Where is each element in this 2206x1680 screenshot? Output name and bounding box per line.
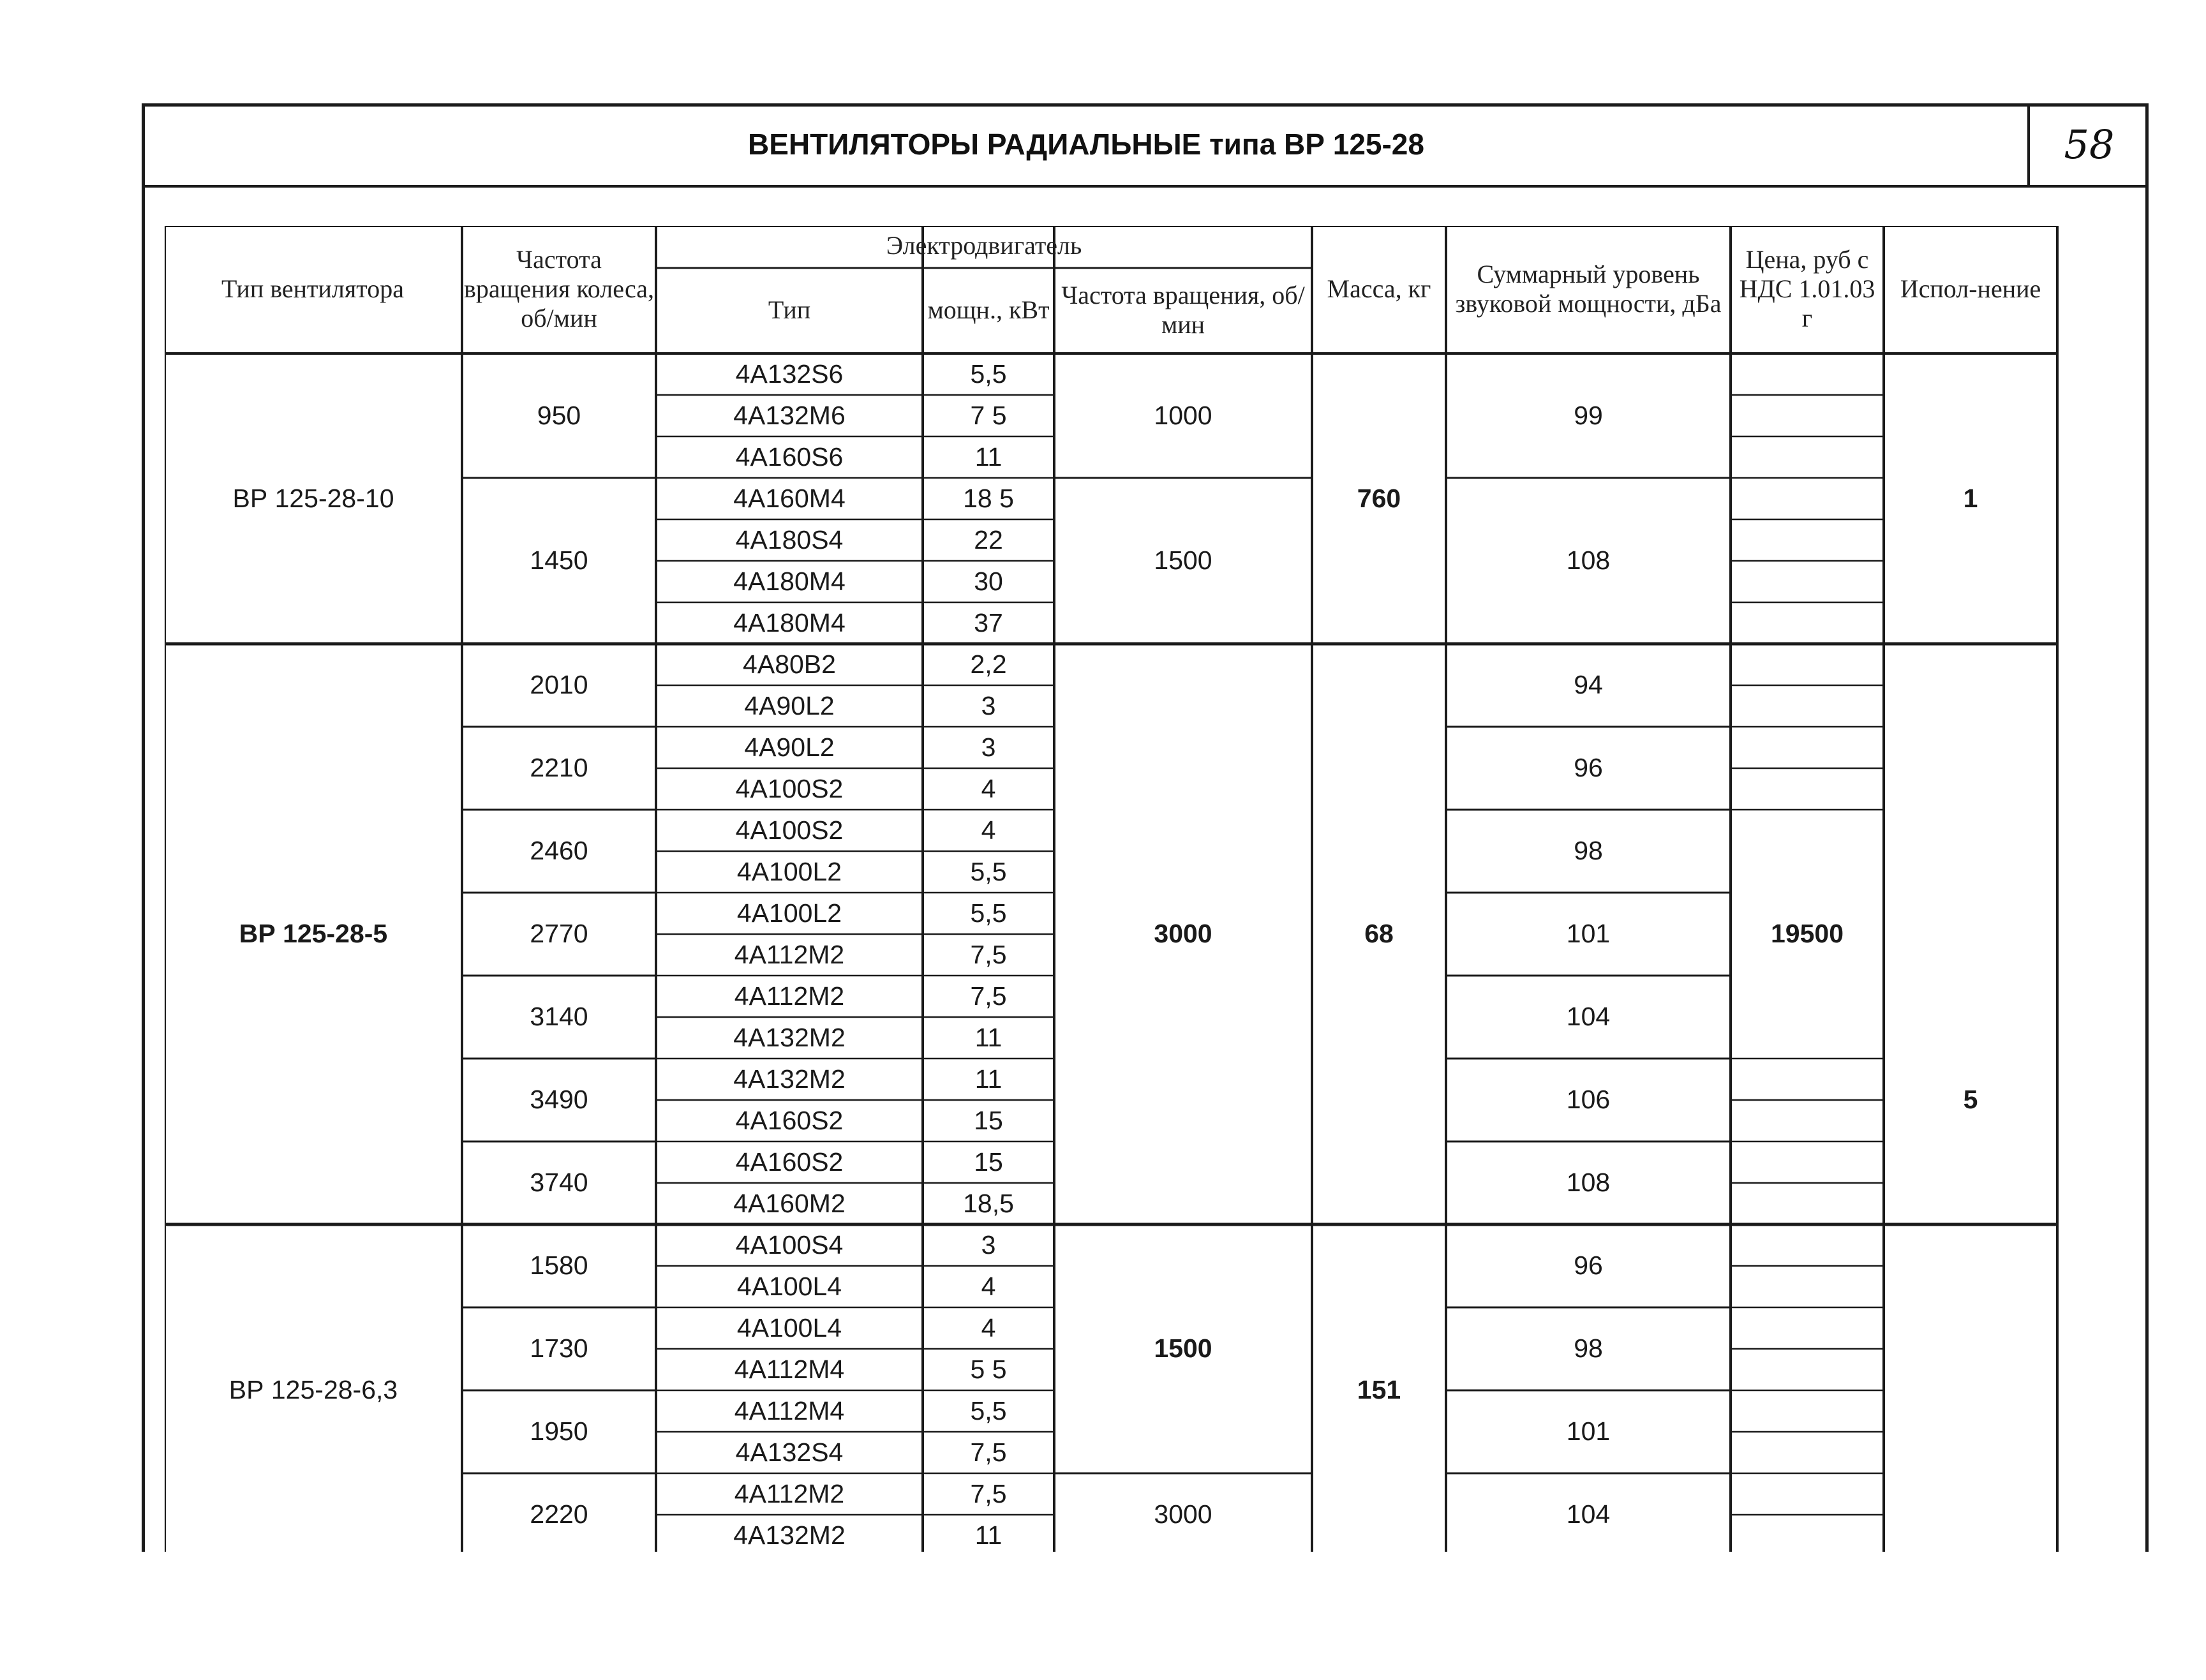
noise-level-cell: 104 [1566,1499,1611,1529]
motor-type-cell: 4A132M2 [733,1520,846,1550]
motor-power-cell: 2,2 [970,649,1007,679]
motor-power-cell: 5,5 [970,898,1007,928]
noise-level-cell: 99 [1574,400,1603,430]
motor-type-cell: 4A100L2 [736,898,842,928]
wheel-speed-cell: 950 [537,400,581,430]
fan-type-cell: ВР 125-28-6,3 [228,1375,398,1405]
motor-speed-cell: 1000 [1154,400,1212,430]
motor-power-cell: 4 [981,815,996,845]
fan-spec-table [165,226,2112,1552]
motor-power-cell: 7 5 [970,400,1007,430]
wheel-speed-cell: 3490 [530,1085,588,1115]
noise-level-cell: 94 [1574,670,1603,700]
motor-power-cell: 37 [974,607,1003,637]
mass-cell: 151 [1357,1375,1401,1405]
motor-power-cell: 7,5 [970,981,1007,1011]
header-wheel-speed: Частота вращения колеса, об/мин [464,245,654,332]
noise-level-cell: 96 [1574,753,1603,783]
motor-type-cell: 4A132S4 [735,1437,844,1467]
page-header [142,103,2149,188]
noise-level-cell: 106 [1566,1085,1611,1115]
motor-type-cell: 4A112M2 [734,939,845,969]
motor-power-cell: 5,5 [970,856,1007,886]
motor-type-cell: 4A132S6 [735,359,844,389]
motor-power-cell: 3 [981,732,996,762]
wheel-speed-cell: 2210 [530,753,588,783]
header-fan-type: Тип вентилятора [221,274,404,303]
motor-power-cell: 11 [974,1520,1002,1550]
fan-type-cell: ВР 125-28-10 [232,483,394,513]
motor-type-cell: 4A80B2 [743,649,836,679]
motor-power-cell: 30 [974,566,1003,596]
motor-type-cell: 4A100L2 [736,856,842,886]
motor-type-cell: 4A90L2 [744,732,835,762]
header-motor-power: мощн., кВт [927,295,1050,324]
noise-level-cell: 101 [1566,919,1611,949]
motor-type-cell: 4A90L2 [744,690,835,720]
wheel-speed-cell: 1950 [530,1416,588,1446]
motor-power-cell: 4 [981,773,996,803]
page-title: ВЕНТИЛЯТОРЫ РАДИАЛЬНЫЕ типа ВР 125-28 [748,128,1424,161]
motor-power-cell: 7,5 [970,939,1007,969]
noise-level-cell: 108 [1566,546,1611,576]
wheel-speed-cell: 1580 [530,1251,588,1281]
header-version: Испол-нение [1900,274,2041,303]
mass-cell: 760 [1357,483,1401,513]
noise-level-cell: 96 [1574,1251,1603,1281]
motor-type-cell: 4A180M4 [733,607,846,637]
motor-type-cell: 4A132M2 [733,1022,846,1052]
motor-power-cell: 18,5 [963,1188,1014,1218]
motor-speed-cell: 1500 [1154,546,1212,576]
mass-cell: 68 [1364,919,1394,949]
motor-power-cell: 5,5 [970,359,1007,389]
motor-power-cell: 3 [981,690,996,720]
header-motor-group: Электродвигатель [886,231,1082,260]
wheel-speed-cell: 3740 [530,1168,588,1198]
header-price: Цена, руб с НДС 1.01.03 г [1739,245,1875,332]
motor-power-cell: 7,5 [970,1437,1007,1467]
motor-power-cell: 5,5 [970,1395,1007,1425]
header-motor-type: Тип [768,295,811,324]
motor-power-cell: 15 [974,1147,1003,1177]
noise-level-cell: 104 [1566,1002,1611,1032]
motor-speed-cell: 1500 [1154,1334,1212,1364]
header-motor-speed: Частота вращения, об/мин [1061,281,1305,339]
price-cell: 19500 [1770,919,1844,949]
motor-power-cell: 11 [974,1064,1002,1094]
motor-power-cell: 7,5 [970,1478,1007,1508]
motor-type-cell: 4A112M2 [734,981,845,1011]
wheel-speed-cell: 2010 [530,670,588,700]
noise-level-cell: 108 [1566,1168,1611,1198]
wheel-speed-cell: 2770 [530,919,588,949]
wheel-speed-cell: 2220 [530,1499,588,1529]
noise-level-cell: 101 [1566,1416,1611,1446]
header-noise: Суммарный уровень звуковой мощности, дБа [1455,260,1722,318]
motor-speed-cell: 3000 [1154,1499,1212,1529]
motor-speed-cell: 3000 [1154,919,1212,949]
motor-power-cell: 4 [981,1271,996,1301]
motor-power-cell: 15 [974,1105,1003,1135]
motor-type-cell: 4A160M2 [733,1188,846,1218]
noise-level-cell: 98 [1574,1334,1603,1364]
motor-type-cell: 4A112M2 [734,1478,845,1508]
motor-power-cell: 5 5 [970,1354,1007,1384]
motor-type-cell: 4A112M4 [734,1395,845,1425]
motor-power-cell: 11 [974,442,1002,472]
motor-power-cell: 18 5 [963,483,1014,513]
motor-type-cell: 4A160S2 [735,1105,844,1135]
motor-type-cell: 4A180S4 [735,524,844,554]
fan-type-cell: ВР 125-28-5 [239,919,388,949]
motor-type-cell: 4A100S2 [735,773,844,803]
wheel-speed-cell: 3140 [530,1002,588,1032]
version-cell: 1 [1963,483,1978,513]
motor-power-cell: 3 [981,1230,996,1260]
motor-type-cell: 4A112M4 [734,1354,845,1384]
header-mass: Масса, кг [1327,274,1431,303]
motor-type-cell: 4A100L4 [736,1312,842,1342]
motor-power-cell: 22 [974,524,1003,554]
motor-type-cell: 4A100L4 [736,1271,842,1301]
motor-type-cell: 4A132M2 [733,1064,846,1094]
motor-type-cell: 4A160S6 [735,442,844,472]
motor-type-cell: 4A100S2 [735,815,844,845]
motor-type-cell: 4A132M6 [733,400,846,430]
motor-type-cell: 4A160M4 [733,483,846,513]
version-cell: 5 [1963,1085,1978,1115]
motor-type-cell: 4A180M4 [733,566,846,596]
wheel-speed-cell: 1730 [530,1334,588,1364]
wheel-speed-cell: 2460 [530,836,588,866]
motor-power-cell: 11 [974,1022,1002,1052]
wheel-speed-cell: 1450 [530,546,588,576]
motor-power-cell: 4 [981,1312,996,1342]
noise-level-cell: 98 [1574,836,1603,866]
motor-type-cell: 4A160S2 [735,1147,844,1177]
page-number: 58 [2027,103,2149,185]
motor-type-cell: 4A100S4 [735,1230,844,1260]
